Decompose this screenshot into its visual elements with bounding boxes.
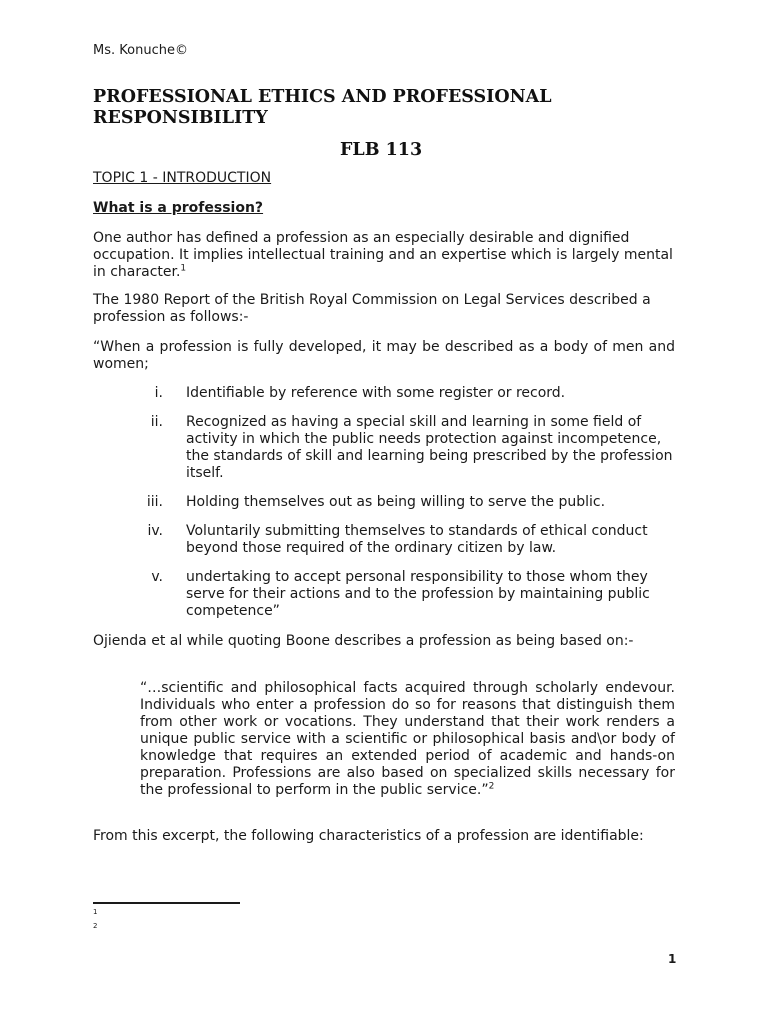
block-quote bbox=[140, 680, 675, 799]
list-item-number: ii. bbox=[150, 414, 163, 430]
list-item-text: Holding themselves out as being willing to serve the public. bbox=[186, 494, 606, 510]
paragraph-definition bbox=[93, 230, 675, 281]
header-author: Ms. Konuche© bbox=[93, 43, 188, 58]
footnote-ref: 2 bbox=[488, 781, 495, 792]
list-item-text: Identifiable by reference with some register or record. bbox=[186, 385, 566, 401]
list-item bbox=[93, 523, 675, 557]
footnote-1: 1 bbox=[93, 908, 98, 916]
paragraph-text: One author has defined a profession as an especially desirable and dignified occupation. It implies intellectual training and an expertise which is largely mental in character. bbox=[93, 230, 673, 280]
topic-heading: TOPIC 1 - INTRODUCTION bbox=[93, 170, 272, 186]
list-item bbox=[93, 385, 675, 402]
footnote-ref: 1 bbox=[180, 263, 187, 274]
section-subheading: What is a profession? bbox=[93, 200, 264, 216]
list-item bbox=[93, 569, 675, 620]
footnote-separator bbox=[93, 902, 240, 904]
document-title: PROFESSIONAL ETHICS AND PROFESSIONAL RESPONSIBILITY bbox=[93, 87, 552, 128]
list-item-text: undertaking to accept personal responsibility to those whom they serve for their actions and to the profession by maintaining public competence” bbox=[186, 569, 650, 619]
list-item bbox=[93, 414, 675, 482]
characteristics-list bbox=[93, 385, 675, 632]
paragraph-ojienda: Ojienda et al while quoting Boone describes a profession as being based on:- bbox=[93, 633, 634, 649]
list-item-number: v. bbox=[151, 569, 163, 585]
list-item bbox=[93, 494, 675, 511]
paragraph-royal-commission: The 1980 Report of the British Royal Commission on Legal Services described a profession as follows:- bbox=[93, 292, 651, 325]
quote-text: “…scientific and philosophical facts acquired through scholarly endevour. Individuals who enter a profession do so for reasons that distinguish them from other work or vocations. They understand that their work renders a unique public service with a scientific or philosophical basis and\or body of knowledge that requires an extended period of academic and hands-on preparation. Professions are also based on specialized skills necessary for the professional to perform in the public service.” bbox=[140, 680, 675, 798]
list-item-text: Recognized as having a special skill and learning in some field of activity in which the public needs protection against incompetence, the standards of skill and learning being prescribed by the profession itself. bbox=[186, 414, 673, 481]
course-code: FLB 113 bbox=[340, 140, 423, 160]
list-item-number: iii. bbox=[146, 494, 163, 510]
list-item-number: iv. bbox=[147, 523, 163, 539]
page-number: 1 bbox=[668, 952, 677, 966]
list-item-text: Voluntarily submitting themselves to standards of ethical conduct beyond those required of the ordinary citizen by law. bbox=[186, 523, 648, 556]
footnote-2: 2 bbox=[93, 922, 98, 930]
paragraph-quote-intro: “When a profession is fully developed, it may be described as a body of men and women; bbox=[93, 339, 675, 372]
paragraph-excerpt: From this excerpt, the following characteristics of a profession are identifiable: bbox=[93, 828, 644, 844]
list-item-number: i. bbox=[154, 385, 163, 401]
